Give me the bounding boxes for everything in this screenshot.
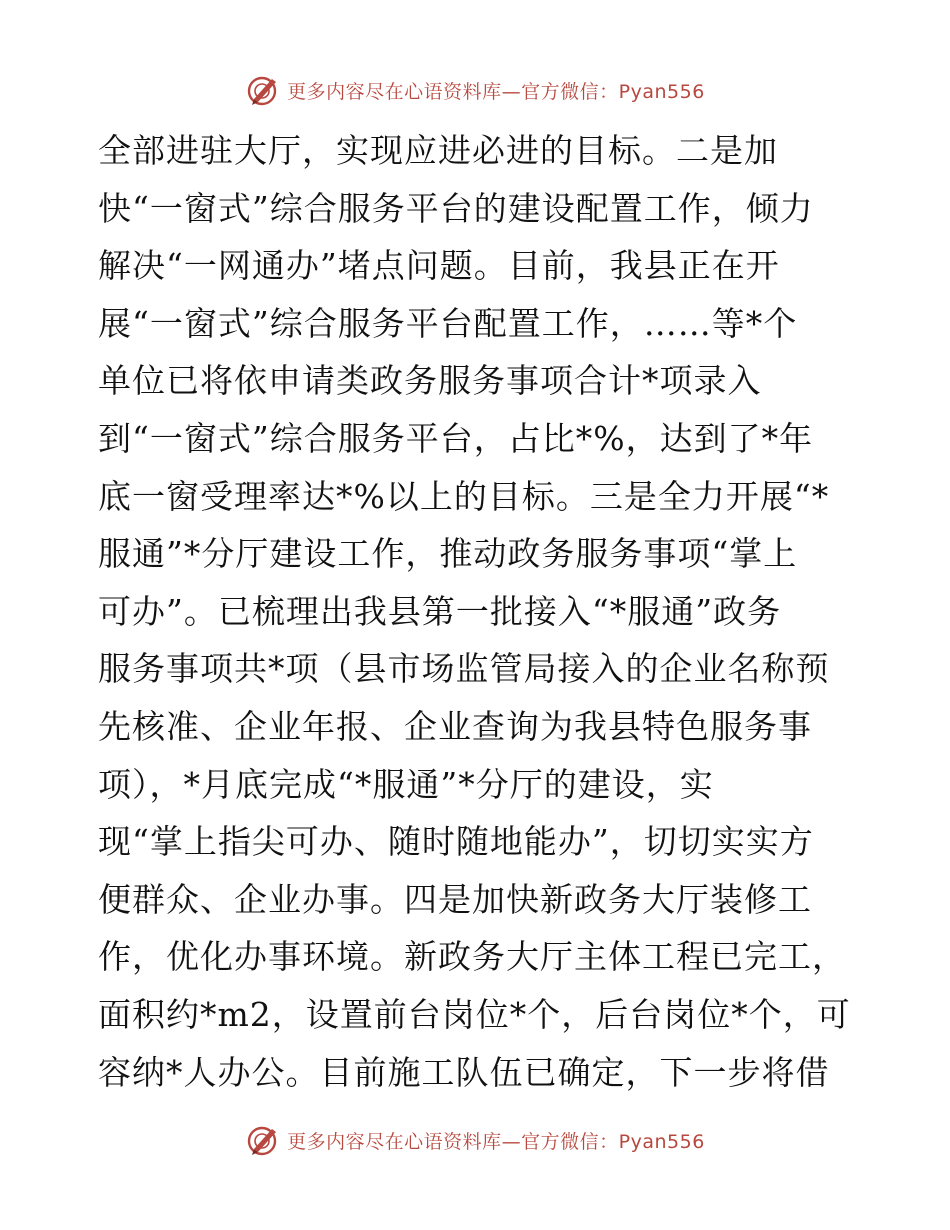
body-line: 到“一窗式”综合服务平台，占比*%，达到了*年 (98, 418, 814, 458)
pen-circle-logo-icon (245, 72, 281, 108)
pen-circle-logo-icon (245, 1122, 281, 1158)
body-line: 全部进驻大厅，实现应进必进的目标。二是加 (98, 131, 778, 170)
body-line: 底一窗受理率达*%以上的目标。三是全力开展“* (98, 476, 830, 516)
document-body (98, 122, 858, 1101)
body-line: 作，优化办事环境。新政务大厅主体工程已完工， (98, 937, 846, 977)
body-line: 面积约*m2，设置前台岗位*个，后台岗位*个，可 (98, 994, 851, 1034)
footer-banner (0, 1120, 950, 1160)
footer-banner-text: 更多内容尽在心语资料库—官方微信：Pyan556 (287, 1130, 705, 1153)
body-line: 容纳*人办公。目前施工队伍已确定，下一步将借 (98, 1052, 830, 1092)
body-line: 快“一窗式”综合服务平台的建设配置工作，倾力 (98, 188, 814, 228)
header-banner (0, 70, 950, 110)
body-line: 展“一窗式”综合服务平台配置工作，……等*个 (98, 303, 798, 343)
body-line: 单位已将依申请类政务服务事项合计*项录入 (98, 361, 762, 401)
header-banner-text: 更多内容尽在心语资料库—官方微信：Pyan556 (287, 80, 705, 103)
body-line: 先核准、企业年报、企业查询为我县特色服务事 (98, 706, 812, 746)
body-line: 可办”。已梳理出我县第一批接入“*服通”政务 (98, 591, 782, 631)
body-line: 现“掌上指尖可办、随时随地能办”，切切实实方 (98, 822, 814, 862)
body-line: 便群众、企业办事。四是加快新政务大厅装修工 (98, 879, 812, 919)
body-line: 服通”*分厅建设工作，推动政务服务事项“掌上 (98, 534, 798, 574)
body-line: 解决“一网通办”堵点问题。目前，我县正在开 (98, 246, 780, 286)
body-line: 项），*月底完成“*服通”*分厅的建设，实 (98, 764, 714, 804)
body-line: 服务事项共*项（县市场监管局接入的企业名称预 (98, 649, 830, 689)
